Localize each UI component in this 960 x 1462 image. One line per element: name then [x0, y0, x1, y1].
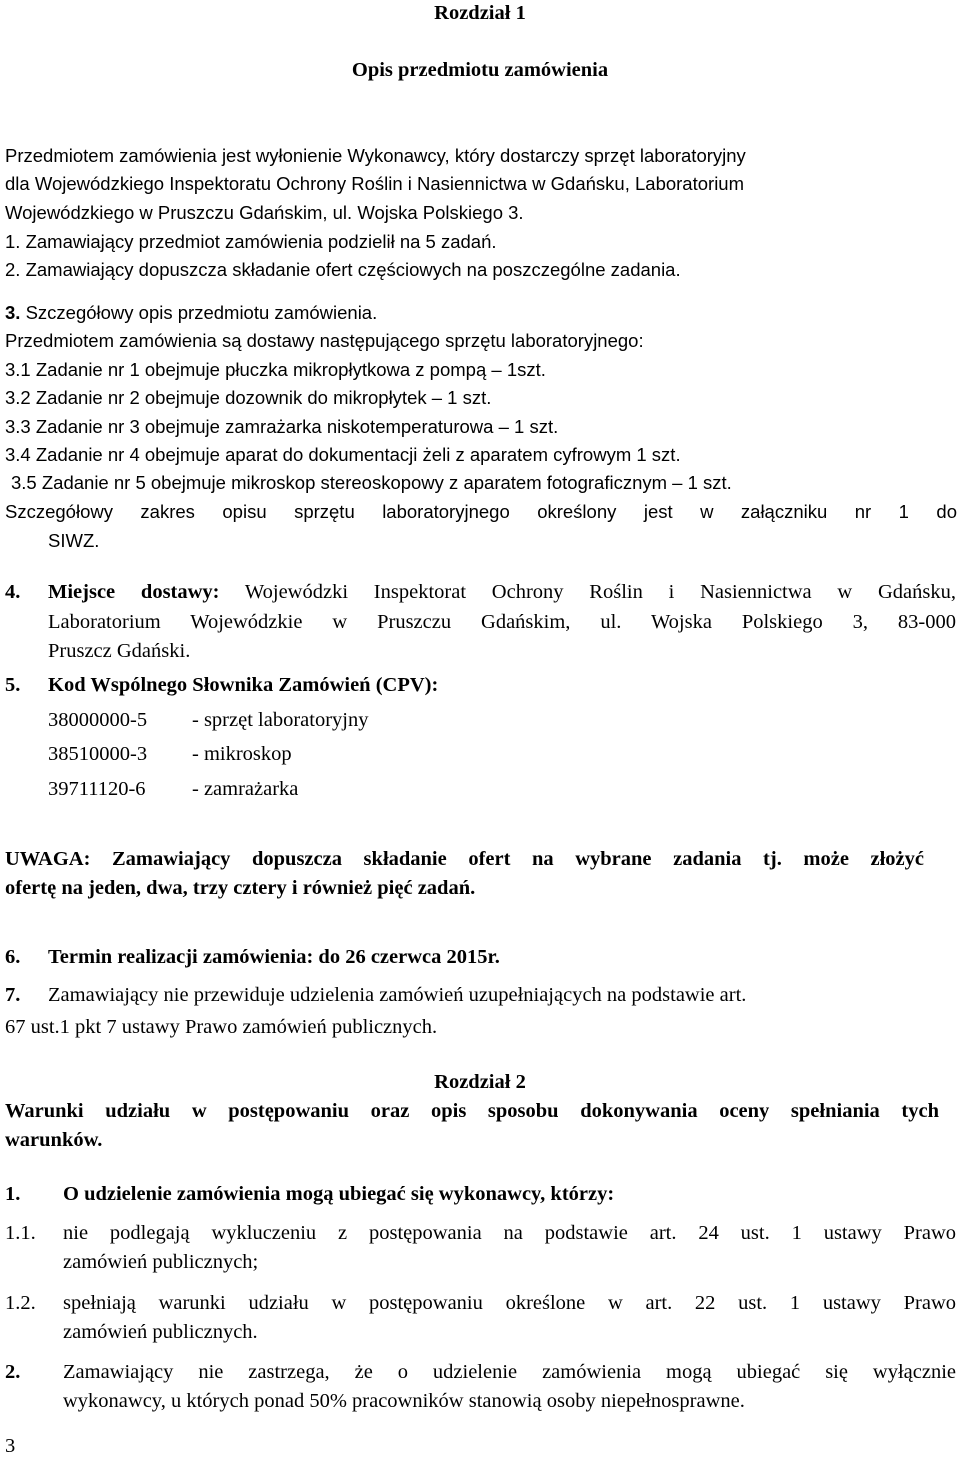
section-4-label: Miejsce dostawy: — [48, 581, 220, 603]
ch2-point-1-2-line-1: spełniają warunki udziału w postępowaniu określone w art. 22 ust. 1 ustawy Prawo — [63, 1292, 956, 1314]
task-5: 3.5 Zadanie nr 5 obejmuje mikroskop stereoskopowy z aparatem fotograficznym – 1 szt. — [11, 472, 732, 493]
section-4-text-1: Wojewódzki Inspektorat Ochrony Roślin i Nasiennictwa w Gdańsku, — [244, 581, 956, 603]
task-4: 3.4 Zadanie nr 4 obejmuje aparat do dokumentacji żeli z aparatem cyfrowym 1 szt. — [5, 444, 681, 465]
ch2-point-1-number: 1. — [5, 1183, 21, 1205]
intro-line-2: dla Wojewódzkiego Inspektoratu Ochrony Roślin i Nasiennictwa w Gdańsku, Laboratorium — [5, 173, 744, 194]
point-3-number: 3. — [5, 302, 21, 323]
cpv-desc-2: - mikroskop — [192, 743, 292, 765]
cpv-code-2: 38510000-3 — [48, 743, 148, 765]
section-6-text: Termin realizacji zamówienia: do 26 czerwca 2015r. — [48, 946, 500, 968]
point-3-text: Szczegółowy opis przedmiotu zamówienia. — [25, 302, 378, 323]
section-4-line-3: Pruszcz Gdański. — [48, 640, 191, 662]
point-3-intro: Przedmiotem zamówienia są dostawy następującego sprzętu laboratoryjnego: — [5, 330, 644, 351]
ch2-point-1-2-line-2: zamówień publicznych. — [63, 1321, 258, 1343]
ch2-point-1-1-line-2: zamówień publicznych; — [63, 1251, 259, 1273]
task-3: 3.3 Zadanie nr 3 obejmuje zamrażarka niskotemperaturowa – 1 szt. — [5, 416, 559, 437]
ch2-point-2-line-1: Zamawiający nie zastrzega, że o udzielenie zamówienia mogą ubiegać się wyłącznie — [63, 1361, 956, 1383]
ch2-point-2-line-2: wykonawcy, u których ponad 50% pracowników stanowią osoby niepełnosprawne. — [63, 1390, 745, 1412]
chapter-1-heading: Rozdział 1 — [434, 2, 526, 24]
ch2-point-1-1-number: 1.1. — [5, 1222, 36, 1244]
page-number: 3 — [5, 1435, 16, 1457]
details-line-2: SIWZ. — [48, 530, 100, 551]
section-5-label: Kod Wspólnego Słownika Zamówień (CPV): — [48, 674, 439, 696]
cpv-desc-1: - sprzęt laboratoryjny — [192, 709, 369, 731]
point-1: 1. Zamawiający przedmiot zamówienia podzielił na 5 zadań. — [5, 231, 497, 252]
section-5-number: 5. — [5, 674, 21, 696]
chapter-1-title: Opis przedmiotu zamówienia — [351, 59, 609, 81]
ch2-point-2-number: 2. — [5, 1361, 21, 1383]
chapter-2-title-line-2: warunków. — [5, 1129, 103, 1151]
notice-line-2: ofertę na jeden, dwa, trzy cztery i również pięć zadań. — [5, 877, 476, 899]
intro-line-3: Wojewódzkiego w Pruszczu Gdańskim, ul. Wojska Polskiego 3. — [5, 202, 524, 223]
details-line-1: Szczegółowy zakres opisu sprzętu laboratoryjnego określony jest w załączniku nr 1 do — [5, 501, 957, 522]
ch2-point-1-text: O udzielenie zamówienia mogą ubiegać się wykonawcy, którzy: — [63, 1183, 615, 1205]
chapter-2-heading: Rozdział 2 — [434, 1071, 526, 1093]
intro-line-1: Przedmiotem zamówienia jest wyłonienie Wykonawcy, który dostarczy sprzęt laboratoryjny — [5, 145, 746, 166]
task-2: 3.2 Zadanie nr 2 obejmuje dozownik do mikropłytek – 1 szt. — [5, 387, 492, 408]
chapter-2-title-line-1: Warunki udziału w postępowaniu oraz opis sposobu dokonywania oceny spełniania tych — [5, 1100, 939, 1122]
task-1: 3.1 Zadanie nr 1 obejmuje płuczka mikropłytkowa z pompą – 1szt. — [5, 359, 546, 380]
section-7-number: 7. — [5, 984, 21, 1006]
cpv-code-3: 39711120-6 — [48, 778, 146, 800]
cpv-desc-3: - zamrażarka — [192, 778, 299, 800]
section-7-line-2: 67 ust.1 pkt 7 ustawy Prawo zamówień publicznych. — [5, 1016, 438, 1038]
section-4-number: 4. — [5, 581, 21, 603]
point-3 — [5, 304, 377, 323]
cpv-code-1: 38000000-5 — [48, 709, 148, 731]
point-2: 2. Zamawiający dopuszcza składanie ofert częściowych na poszczególne zadania. — [5, 259, 681, 280]
ch2-point-1-2-number: 1.2. — [5, 1292, 36, 1314]
section-4-line-1 — [48, 582, 956, 603]
section-7-line-1: Zamawiający nie przewiduje udzielenia zamówień uzupełniających na podstawie art. — [48, 984, 747, 1006]
ch2-point-1-1-line-1: nie podlegają wykluczeniu z postępowania na podstawie art. 24 ust. 1 ustawy Prawo — [63, 1222, 956, 1244]
section-6-number: 6. — [5, 946, 21, 968]
notice-line-1: UWAGA: Zamawiający dopuszcza składanie ofert na wybrane zadania tj. może złożyć — [5, 848, 924, 870]
section-4-line-2: Laboratorium Wojewódzkie w Pruszczu Gdańskim, ul. Wojska Polskiego 3, 83-000 — [48, 611, 956, 633]
